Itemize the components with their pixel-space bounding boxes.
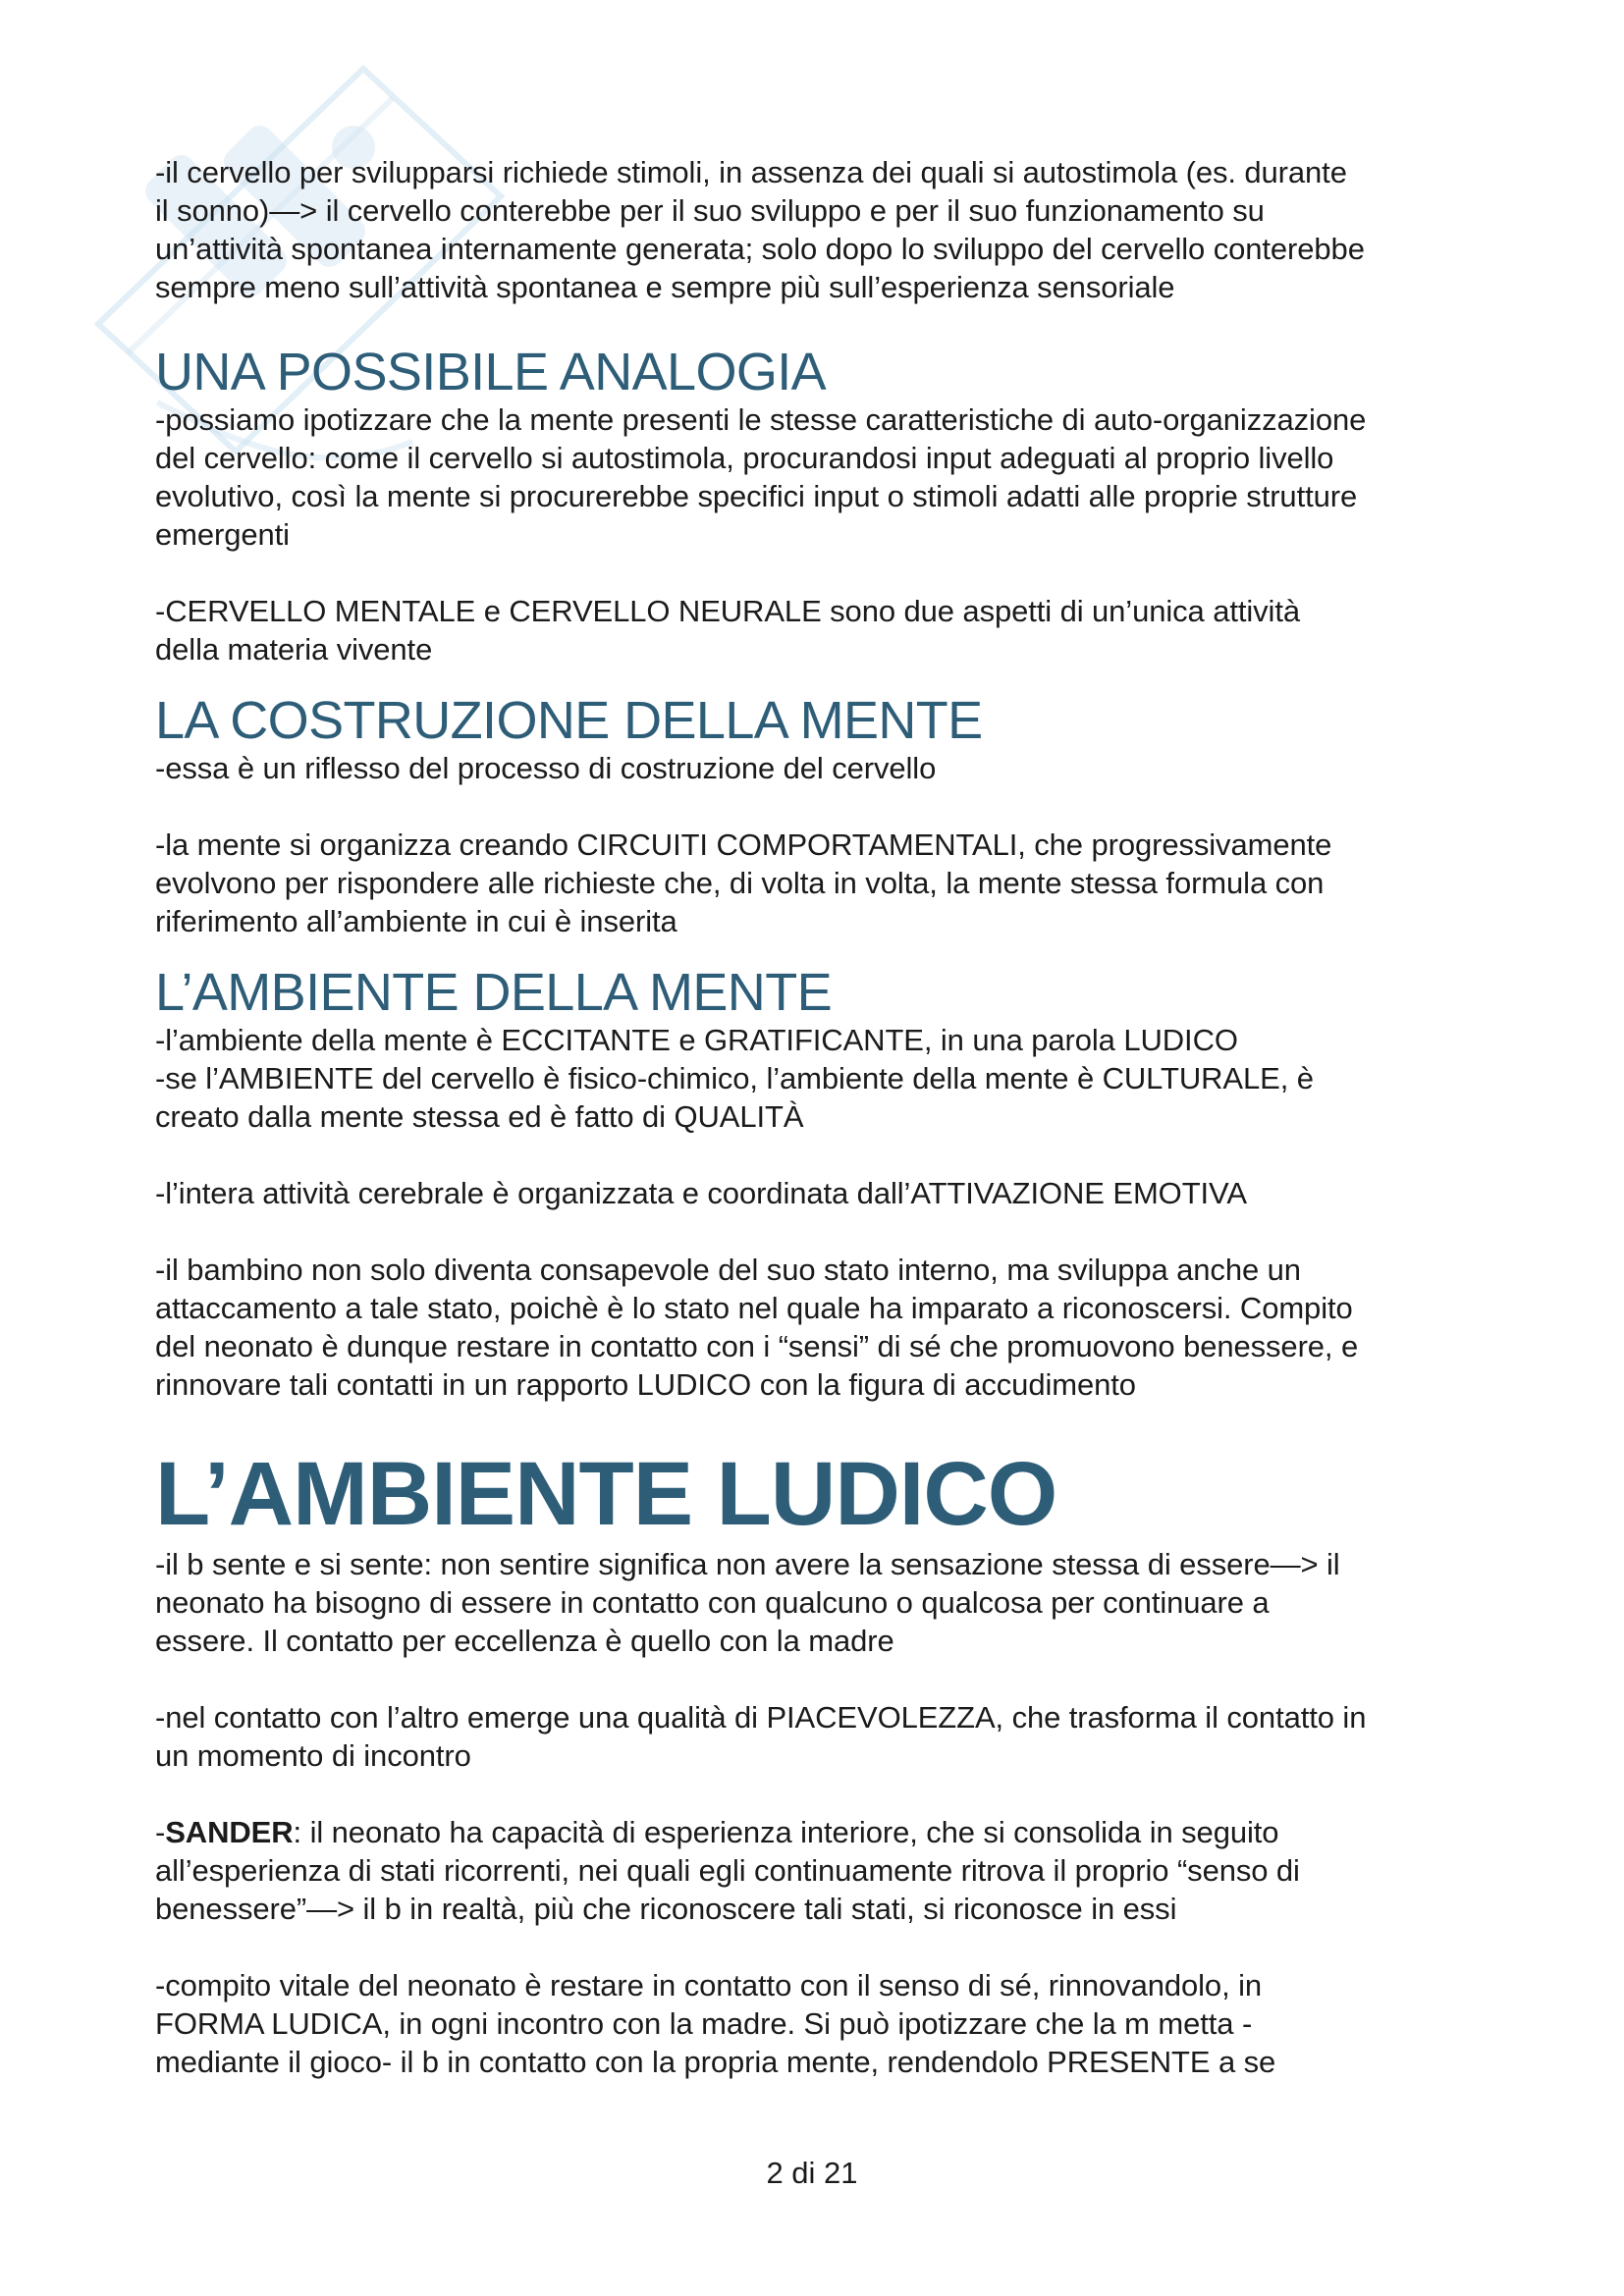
paragraph-ludico-sander: -SANDER: il neonato ha capacità di esperienza interiore, che si consolida in seguito all’esperienza di stati ricorrenti, nei quali egli continuamente ritrova il proprio “senso di benessere”—> il b in realtà, più che riconoscere tali stati, si riconosce in essi xyxy=(155,1815,1300,1926)
document-page xyxy=(155,153,1510,2081)
author-name: SANDER xyxy=(165,1815,294,1849)
paragraph-ludico-1: -il b sente e si sente: non sentire significa non avere la sensazione stessa di essere—> il neonato ha bisogno di essere in contatto con qualcuno o qualcosa per continuare a essere. Il contatto per eccellenza è quello con la madre xyxy=(155,1547,1340,1658)
heading-ambiente-ludico: L’AMBIENTE LUDICO xyxy=(155,1444,1057,1544)
paragraph-costruzione-1: -essa è un riflesso del processo di costruzione del cervello xyxy=(155,751,937,785)
heading-costruzione: LA COSTRUZIONE DELLA MENTE xyxy=(155,691,983,750)
paragraph-ludico-2: -nel contatto con l’altro emerge una qualità di PIACEVOLEZZA, che trasforma il contatto in un momento di incontro xyxy=(155,1700,1367,1773)
heading-analogia: UNA POSSIBILE ANALOGIA xyxy=(155,343,827,401)
paragraph-intro: -il cervello per svilupparsi richiede stimoli, in assenza dei quali si autostimola (es. durante il sonno)—> il cervello conterebbe per il suo sviluppo e per il suo funzionamento su un’attività spontanea internamente generata; solo dopo lo sviluppo del cervello conterebbe sempre meno sull’attività spontanea e sempre più sull’esperienza sensoriale xyxy=(155,155,1365,304)
paragraph-ludico-4: -compito vitale del neonato è restare in contatto con il senso di sé, rinnovandolo, in FORMA LUDICA, in ogni incontro con la madre. Si può ipotizzare che la m metta - mediante il gioco- il b in contatto con la propria mente, rendendolo PRESENTE a se xyxy=(155,1968,1276,2079)
paragraph-ambiente-2: -l’intera attività cerebrale è organizzata e coordinata dall’ATTIVAZIONE EMOTIVA xyxy=(155,1176,1247,1210)
paragraph-costruzione-2: -la mente si organizza creando CIRCUITI COMPORTAMENTALI, che progressivamente evolvono per rispondere alle richieste che, di volta in volta, la mente stessa formula con riferimento all’ambiente in cui è inserita xyxy=(155,828,1332,938)
paragraph-ambiente-1: -l’ambiente della mente è ECCITANTE e GRATIFICANTE, in una parola LUDICO -se l’AMBIENTE del cervello è fisico-chimico, l’ambiente della mente è CULTURALE, è creato dalla mente stessa ed è fatto di QUALITÀ xyxy=(155,1023,1314,1134)
paragraph-ambiente-3: -il bambino non solo diventa consapevole del suo stato interno, ma sviluppa anche un attaccamento a tale stato, poichè è lo stato nel quale ha imparato a riconoscersi. Compito del neonato è dunque restare in contatto con i “sensi” di sé che promuovono benessere, e rinnovare tali contatti in un rapporto LUDICO con la figura di accudimento xyxy=(155,1253,1359,1402)
page-number: 2 di 21 xyxy=(766,2156,858,2190)
heading-ambiente-mente: L’AMBIENTE DELLA MENTE xyxy=(155,963,833,1022)
paragraph-analogia-2: -CERVELLO MENTALE e CERVELLO NEURALE sono due aspetti di un’unica attività della materia vivente xyxy=(155,594,1300,667)
paragraph-analogia-1: -possiamo ipotizzare che la mente presenti le stesse caratteristiche di auto-organizzazione del cervello: come il cervello si autostimola, procurandosi input adeguati al proprio livello evolutivo, così la mente si procurerebbe specifici input o stimoli adatti alle proprie strutture emergenti xyxy=(155,402,1367,552)
